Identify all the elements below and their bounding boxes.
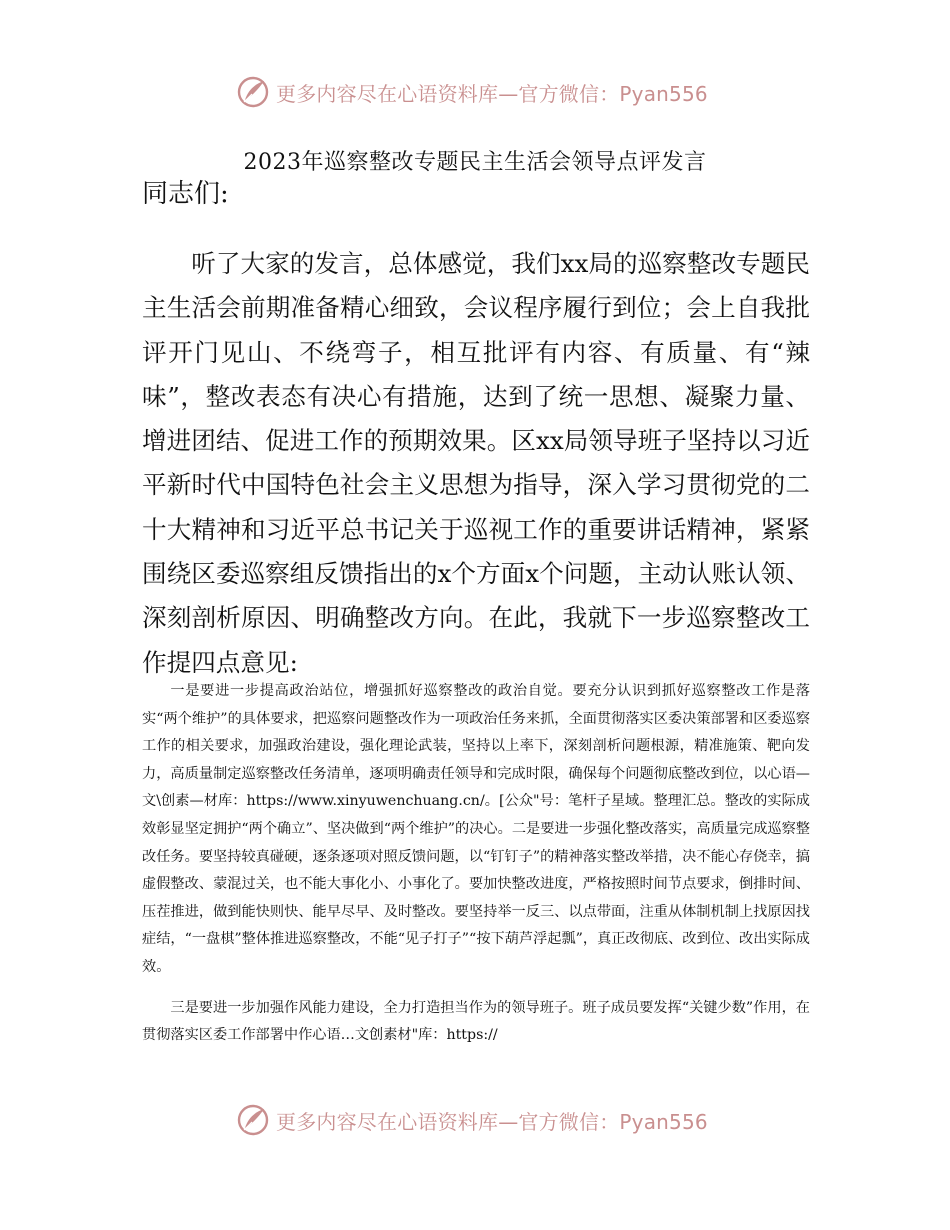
- watermark-banner-top: [236, 72, 706, 112]
- point-paragraph: 一是要进一步提高政治站位，增强抓好巡察整改的政治自觉。要充分认识到抓好巡察整改工作是落实“两个维护”的具体要求，把巡察问题整改作为一项政治任务来抓，全面贯彻落实区委决策部署和区委巡察工作的相关要求，加强政治建设，强化理论武装，坚持以上率下，深刻剖析问题根源，精准施策、靶向发力，高质量制定巡察整改任务清单，逐项明确责任领导和完成时限，确保每个问题彻底整改到位，以心语—文\创素—材库：https://www.xinyuwenchuang.cn/。[公众"号：笔杆子星域。整理汇总。整改的实际成效彰显坚定拥护“两个确立”、坚决做到“两个维护”的决心。二是要进一步强化整改落实，高质量完成巡察整改任务。要坚持较真碰硬，逐条逐项对照反馈问题，以“钉钉子”的精神落实整改举措，决不能心存侥幸，搞虚假整改、蒙混过关，也不能大事化小、小事化了。要加快整改进度，严格按照时间节点要求，倒排时间、压茬推进，做到能快则快、能早尽早、及时整改。要坚持举一反三、以点带面，注重从体制机制上找原因找症结，“一盘棋”整体推进巡察整改，不能“见子打子”“按下葫芦浮起瓢”，真正改彻底、改到位、改出实际成效。: [142, 683, 810, 975]
- quill-logo-icon: [236, 1103, 270, 1137]
- document-title: 2023年巡察整改专题民主生活会领导点评发言: [243, 150, 707, 175]
- body-text-block: [142, 678, 810, 1063]
- point-paragraph: 三是要进一步加强作风能力建设，全力打造担当作为的领导班子。班子成员要发挥“关键少数”作用，在贯彻落实区委工作部署中作心语…文创素材"库：https://: [142, 999, 810, 1044]
- greeting: 同志们:: [142, 179, 229, 209]
- watermark-text: 更多内容尽在心语资料库—官方微信：Pyan556: [276, 81, 708, 106]
- quill-logo-icon: [236, 75, 270, 109]
- watermark-banner-bottom: [236, 1100, 706, 1140]
- intro-paragraph: 听了大家的发言，总体感觉，我们xx局的巡察整改专题民主生活会前期准备精心细致，会议程序履行到位；会上自我批评开门见山、不绕弯子，相互批评有内容、有质量、有“辣味”，整改表态有决心有措施，达到了统一思想、凝聚力量、增进团结、促进工作的预期效果。区xx局领导班子坚持以习近平新时代中国特色社会主义思想为指导，深入学习贯彻党的二十大精神和习近平总书记关于巡视工作的重要讲话精神，紧紧围绕区委巡察组反馈指出的x个方面x个问题，主动认账认领、深刻剖析原因、明确整改方向。在此，我就下一步巡察整改工作提四点意见:: [142, 249, 810, 677]
- watermark-text: 更多内容尽在心语资料库—官方微信：Pyan556: [276, 1109, 708, 1134]
